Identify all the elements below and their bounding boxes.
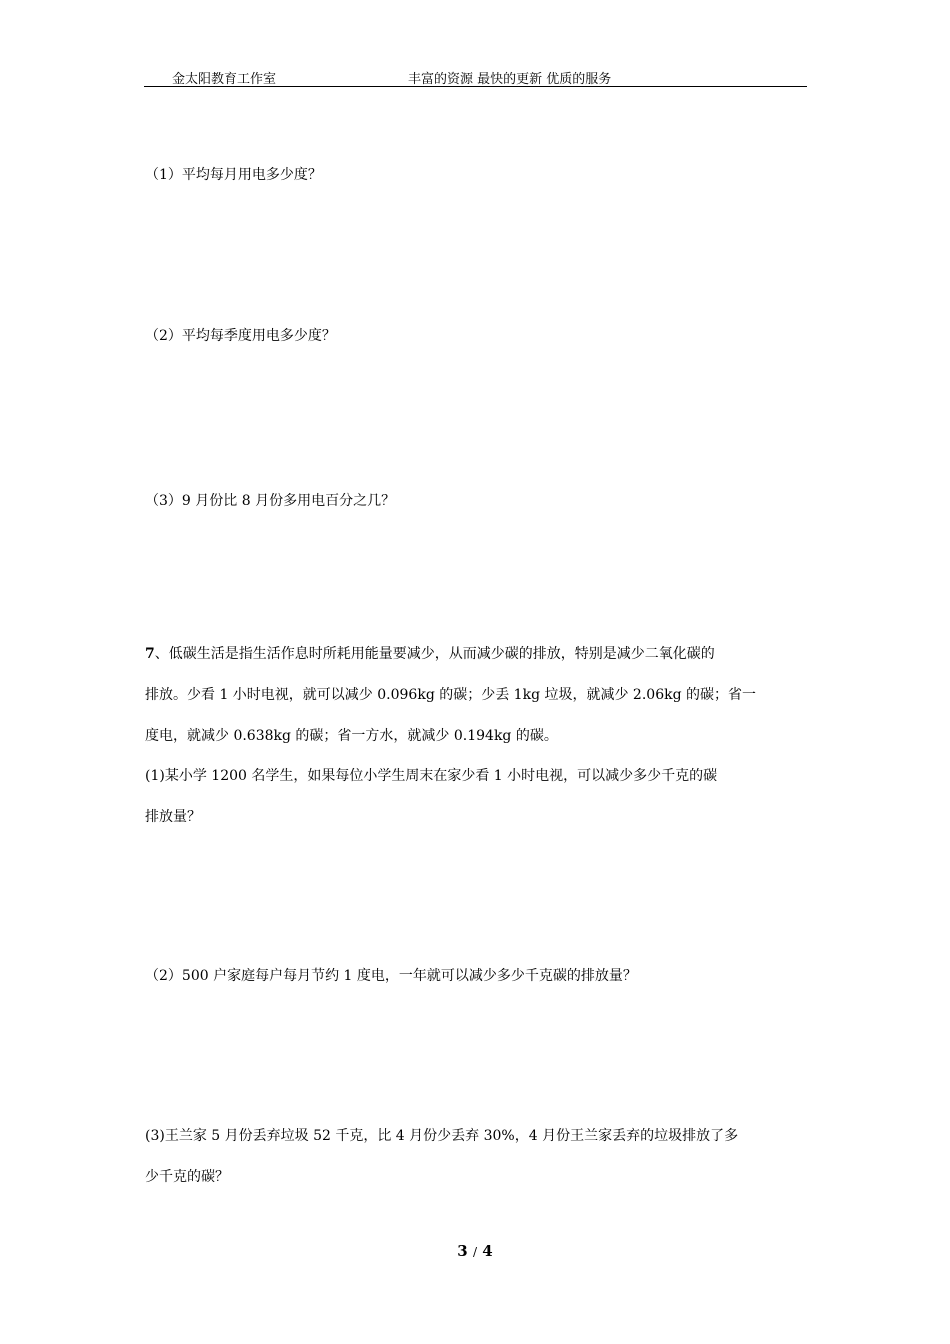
page-header <box>144 64 807 87</box>
problem-7-sub-1-line-2: 排放量？ <box>145 809 201 825</box>
problem-7-line-2: 排放。少看 1 小时电视，就可以减少 0.096kg 的碳；少丢 1kg 垃圾，就减少 2.06kg 的碳；省一 <box>145 687 757 703</box>
problem-7-line-1-text: 、低碳生活是指生活作息时所耗用能量要减少，从而减少碳的排放，特别是减少二氧化碳的 <box>154 646 715 662</box>
question-6-2: （2）平均每季度用电多少度？ <box>145 328 336 344</box>
problem-7-line-1 <box>145 634 810 675</box>
question-6-1: （1）平均每月用电多少度？ <box>145 167 322 183</box>
problem-7-sub-1-line-1: (1)某小学 1200 名学生，如果每位小学生周末在家少看 1 小时电视，可以减少多少千克的碳 <box>145 768 718 784</box>
problem-7-sub-3-line-2: 少千克的碳？ <box>145 1169 229 1185</box>
current-page: 3 <box>457 1242 468 1260</box>
page-separator: / <box>472 1245 478 1259</box>
problem-7-sub-3 <box>145 1116 810 1198</box>
problem-7-line-3: 度电，就减少 0.638kg 的碳；省一方水，就减少 0.194kg 的碳。 <box>145 728 558 744</box>
problem-7-sub-3-line-1: (3)王兰家 5 月份丢弃垃圾 52 千克，比 4 月份少丢弃 30%，4 月份王兰家丢弃的垃圾排放了多 <box>145 1128 739 1144</box>
header-slogan: 丰富的资源 最快的更新 优质的服务 <box>408 72 612 87</box>
problem-7-sub-2: （2）500 户家庭每户每月节约 1 度电，一年就可以减少多少千克碳的排放量？ <box>145 968 637 984</box>
question-6-3: （3）9 月份比 8 月份多用电百分之几？ <box>145 493 396 509</box>
problem-7-number: 7 <box>145 646 155 662</box>
problem-7-statement <box>145 634 810 757</box>
header-studio-name: 金太阳教育工作室 <box>172 72 277 87</box>
problem-7-sub-1 <box>145 756 810 838</box>
total-pages: 4 <box>482 1242 493 1260</box>
page-number <box>0 1242 950 1260</box>
